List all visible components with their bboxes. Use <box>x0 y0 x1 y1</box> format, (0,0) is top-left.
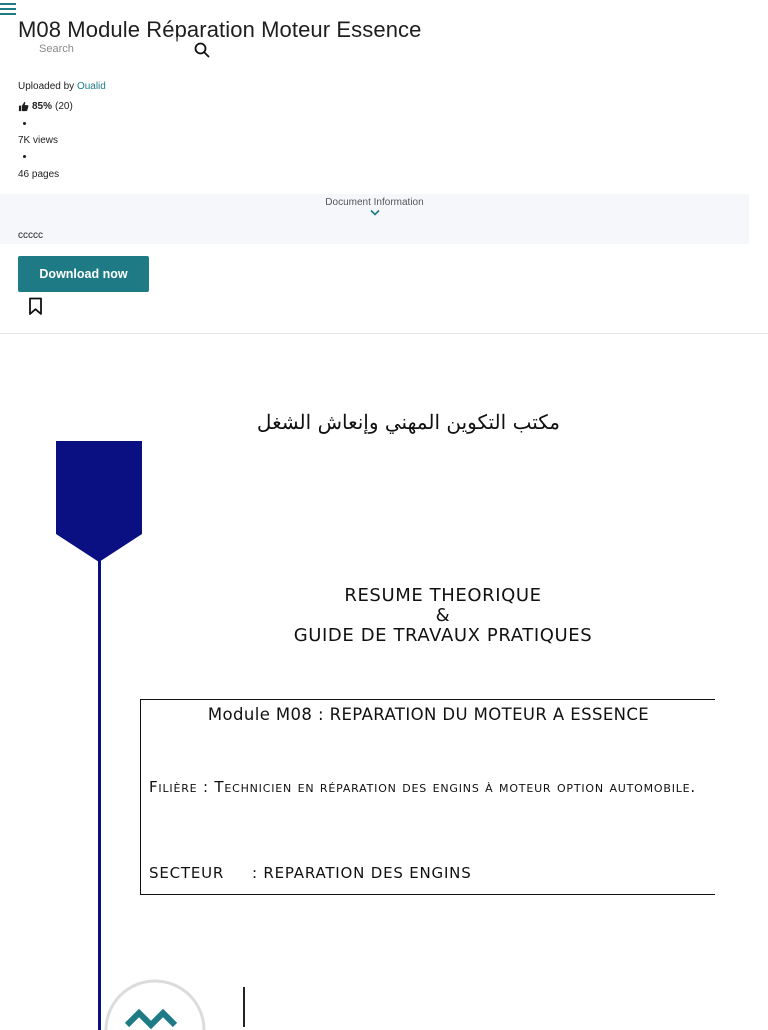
resume-line-2: & <box>435 605 451 626</box>
search-bar <box>25 37 213 63</box>
resume-line-1: RESUME THEORIQUE <box>344 585 542 606</box>
banner-shield-shape <box>56 441 142 562</box>
menu-icon[interactable] <box>0 3 16 15</box>
bookmark-icon[interactable] <box>28 297 44 316</box>
document-description: ccccc <box>18 230 43 241</box>
uploader-link[interactable]: Oualid <box>76 81 106 92</box>
view-count: 7K views <box>18 135 59 146</box>
download-button[interactable]: Download now <box>18 256 149 292</box>
document-information-panel <box>0 194 749 244</box>
module-info-box <box>140 699 715 895</box>
resume-line-3: GUIDE DE TRAVAUX PRATIQUES <box>293 625 593 646</box>
filiere-text: Filière : Technicien en réparation des engins à moteur option automobile. <box>149 778 696 796</box>
section-divider <box>0 333 768 334</box>
page-count: 46 pages <box>18 169 60 180</box>
separator-dot <box>23 155 26 158</box>
arabic-header: مكتب التكوين المهني وإنعاش الشغل <box>256 410 560 434</box>
separator-dot <box>23 122 26 125</box>
search-input[interactable] <box>25 37 199 61</box>
uploaded-by <box>18 81 106 92</box>
banner-vertical-line <box>98 561 101 1030</box>
chevron-down-icon <box>370 209 380 216</box>
search-icon[interactable] <box>193 41 211 59</box>
rating-count: (20) <box>55 101 73 112</box>
document-vertical-rule <box>243 987 245 1027</box>
uploaded-prefix: Uploaded by <box>18 81 75 92</box>
secteur-text: SECTEUR : REPARATION DES ENGINS <box>149 864 472 882</box>
document-information-toggle[interactable] <box>0 197 749 216</box>
rating-percent: 85% <box>32 101 53 112</box>
page-title: M08 Module Réparation Moteur Essence <box>18 17 422 42</box>
document-information-label: Document Information <box>325 197 424 208</box>
module-title: Module M08 : REPARATION DU MOTEUR A ESSENCE <box>207 705 650 724</box>
resume-heading <box>228 586 658 646</box>
thumbs-up-icon[interactable] <box>18 101 29 112</box>
rating <box>18 101 73 112</box>
